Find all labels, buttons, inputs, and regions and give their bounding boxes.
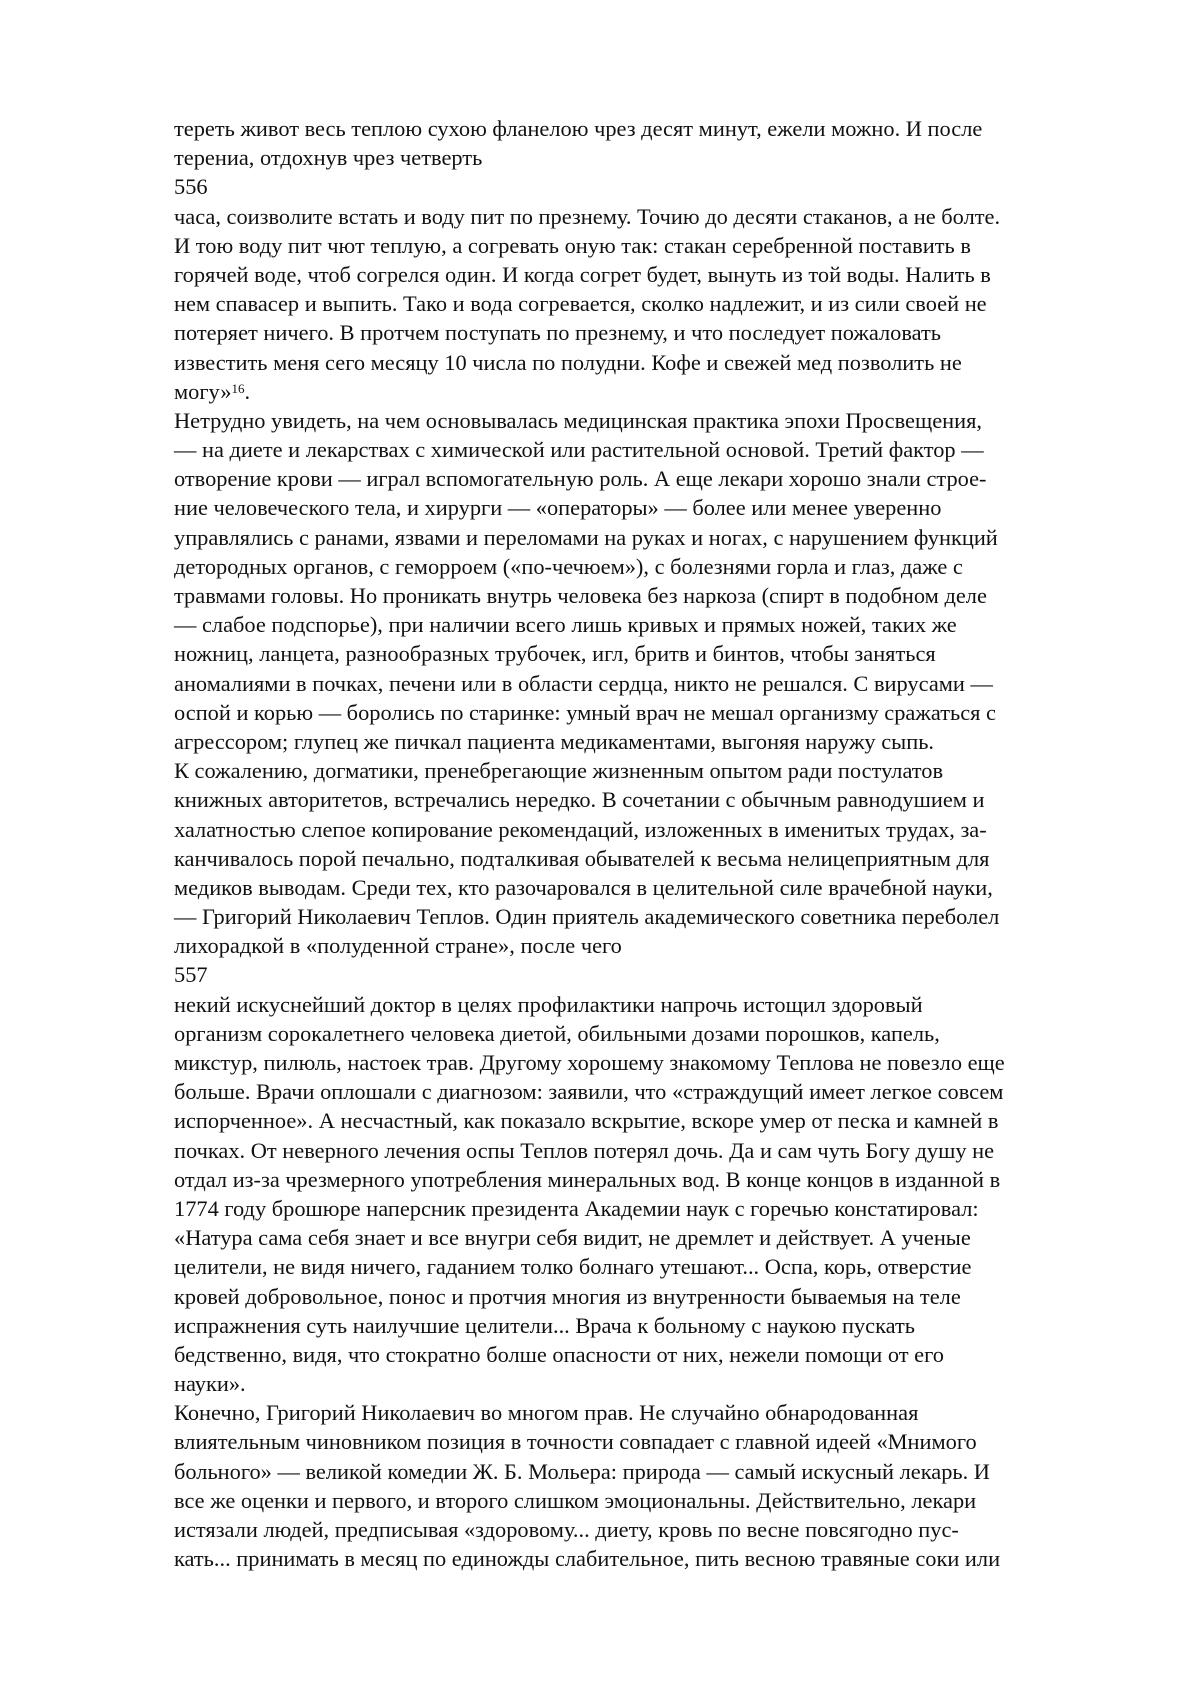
text-line: целители, не видя ничего, гаданием толко болнаго утешают... Оспа, корь, отверстие: [174, 1254, 972, 1280]
text-line: кровей добровольное, понос и протчия многия из внутренности бываемыя на теле: [174, 1283, 961, 1309]
text-line: все же оценки и первого, и второго слишком эмоциональны. Действительно, лекари: [174, 1487, 977, 1513]
page-number: 557: [174, 962, 208, 988]
text-line: терениа, отдохнув чрез четверть: [174, 145, 483, 171]
text-fragment: .: [244, 378, 251, 404]
text-line: — на диете и лекарствах с химической или растительной основой. Третий фактор —: [174, 437, 984, 463]
text-line: оспой и корью — боролись по старинке: умный врач не мешал организму сражаться с: [174, 699, 996, 725]
text-line: организм сорокалетнего человека диетой, обильными дозами порошков, капель,: [174, 1020, 940, 1046]
text-line: испорченное». А несчастный, как показало вскрытие, вскоре умер от песка и камней в: [174, 1108, 999, 1134]
text-line: книжных авторитетов, встречались нередко. В сочетании с обычным равнодушием и: [174, 787, 985, 813]
text-line: истязали людей, предписывая «здоровому... диету, кровь по весне повсягодно пус-: [174, 1517, 959, 1542]
text-line: травмами головы. Но проникать внутрь человека без наркоза (спирт в подобном деле: [174, 583, 987, 608]
text-line: известить меня сего месяцу 10 числа по полудни. Кофе и свежей мед позволить не: [174, 349, 962, 375]
text-line: медиков выводам. Среди тех, кто разочаровался в целительной силе врачебной науки,: [174, 874, 993, 900]
text-line: горячей воде, чтоб согрелся один. И когда согрет будет, вынуть из той воды. Налить в: [174, 261, 991, 287]
text-fragment: могу»: [174, 378, 232, 404]
text-line: халатностью слепое копирование рекомендаций, изложенных в именитых трудах, за-: [174, 816, 987, 842]
text-line: потеряет ничего. В протчем поступать по презнему, и что последует пожаловать: [174, 320, 941, 346]
text-line: канчивалось порой печально, подталкивая обывателей к весьма нелицеприятным для: [174, 845, 990, 871]
text-line: 1774 году брошюре наперсник президента Академии наук с горечью констатировал:: [174, 1195, 979, 1221]
page-number: 556: [174, 174, 208, 200]
body-text: [174, 114, 1134, 1573]
text-line: И тою воду пит чют теплую, а согревать оную так: стакан серебренной поставить в: [174, 232, 971, 258]
text-line: агрессором; глупец же пичкал пациента медикаментами, выгоняя наружу сыпь.: [174, 728, 935, 754]
footnote-reference[interactable]: 16: [231, 380, 245, 396]
text-line: почках. От неверного лечения оспы Теплов потерял дочь. Да и сам чуть Богу душу не: [174, 1137, 995, 1163]
text-line: больного» — великой комедии Ж. Б. Мольера: природа — самый искусный лекарь. И: [174, 1458, 990, 1484]
text-line: — Григорий Николаевич Теплов. Один приятель академического советника переболел: [174, 904, 1000, 930]
text-line: микстур, пилюль, настоек трав. Другому хорошему знакомому Теплова не повезло еще: [174, 1050, 1005, 1075]
text-line: аномалиями в почках, печени или в области сердца, никто не решался. С вирусами —: [174, 670, 993, 696]
text-line: испражнения суть наилучшие целители... Врача к больному с наукою пускать: [174, 1312, 915, 1338]
text-line: больше. Врачи оплошали с диагнозом: заявили, что «страждущий имеет легкое совсем: [174, 1079, 1004, 1105]
text-line: «Натура сама себя знает и все внугри себя видит, не дремлет и действует. А ученые: [174, 1225, 971, 1251]
text-line: науки».: [174, 1371, 246, 1397]
text-line: ние человеческого тела, и хирурги — «операторы» — более или менее уверенно: [174, 495, 942, 521]
text-line: влиятельным чиновником позиция в точности совпадает с главной идеей «Мнимого: [174, 1429, 977, 1455]
text-line: Нетрудно увидеть, на чем основывалась медицинская практика эпохи Просвещения,: [174, 407, 982, 433]
text-line: ножниц, ланцета, разнообразных трубочек, игл, бритв и бинтов, чтобы заняться: [174, 641, 936, 667]
text-line: бедственно, видя, что стократно болше опасности от них, нежели помощи от его: [174, 1341, 944, 1367]
text-line: управлялись с ранами, язвами и переломами на руках и ногах, с нарушением функций: [174, 524, 998, 550]
text-line: тереть живот весь теплою сухою фланелою чрез десят минут, ежели можно. И после: [174, 116, 983, 141]
text-line: детородных органов, с геморроем («по-чечюем»), с болезнями горла и глаз, даже с: [174, 553, 963, 579]
text-line: Конечно, Григорий Николаевич во многом прав. Не случайно обнародованная: [174, 1400, 919, 1426]
text-line: отдал из-за чрезмерного употребления минеральных вод. В конце концов в изданной в: [174, 1166, 1001, 1192]
text-line: К сожалению, догматики, пренебрегающие жизненным опытом ради постулатов: [174, 758, 944, 784]
text-line: некий искуснейший доктор в целях профилактики напрочь истощил здоровый: [174, 991, 923, 1017]
text-line-with-footnote: [174, 377, 1134, 406]
text-line: лихорадкой в «полуденной стране», после чего: [174, 933, 622, 959]
text-line: нем спавасер и выпить. Тако и вода согревается, сколко надлежит, и из сили своей не: [174, 291, 987, 317]
text-line: кать... принимать в месяц по единожды слабительное, пить весною травяные соки или: [174, 1546, 1001, 1572]
text-line: отворение крови — играл вспомогательную роль. А еще лекари хорошо знали строе-: [174, 466, 987, 492]
text-line: часа, соизволите встать и воду пит по презнему. Точию до десяти стаканов, а не болте.: [174, 203, 1001, 229]
text-line: — слабое подспорье), при наличии всего лишь кривых и прямых ножей, таких же: [174, 612, 957, 638]
